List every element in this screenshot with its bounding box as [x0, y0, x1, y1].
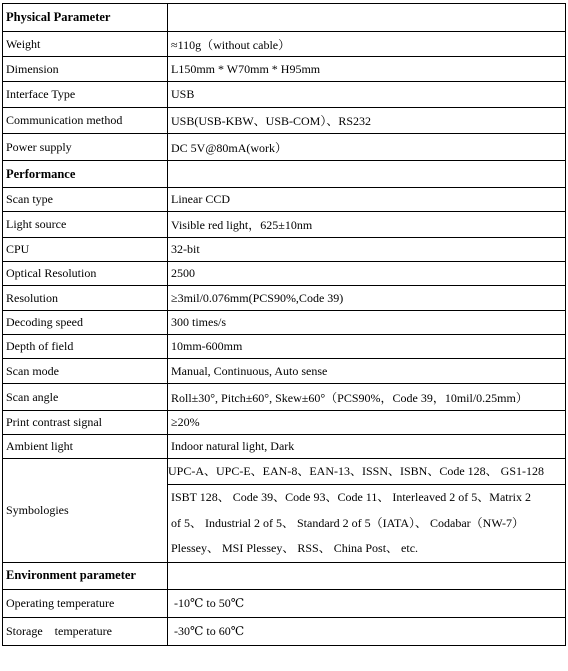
row-value: 10mm-600mm: [168, 335, 566, 359]
table-row: [3, 238, 566, 262]
table-row: [3, 57, 566, 82]
row-value: 32-bit: [168, 238, 566, 262]
row-label: Weight: [3, 32, 168, 57]
section-title: Performance: [3, 161, 168, 188]
symbology-line: of 5、 Industrial 2 of 5、 Standard 2 of 5（IATA）、 Codabar（NW-7）: [171, 515, 524, 530]
section-title: Environment parameter: [3, 562, 168, 589]
row-label: Optical Resolution: [3, 262, 168, 286]
row-label: Communication method: [3, 108, 168, 134]
table-row: [3, 617, 566, 645]
row-value: Manual, Continuous, Auto sense: [168, 359, 566, 384]
empty-cell: [168, 4, 566, 32]
table-row: [3, 311, 566, 335]
section-header-physical: [3, 4, 566, 32]
row-label: Scan type: [3, 188, 168, 212]
row-value: 2500: [168, 262, 566, 286]
row-value: Roll±30°, Pitch±60°, Skew±60°（PCS90%，Code 39，10mil/0.25mm）: [168, 384, 566, 411]
row-value: -10℃ to 50℃: [168, 589, 566, 617]
row-label: Decoding speed: [3, 311, 168, 335]
table-row: [3, 212, 566, 238]
row-label: CPU: [3, 238, 168, 262]
spec-sheet: [2, 3, 565, 646]
row-value: ≥20%: [168, 411, 566, 435]
symbology-line: UPC-A、UPC-E、EAN-8、EAN-13、ISSN、ISBN、Code 128、 GS1-128: [168, 459, 566, 485]
row-label: Power supply: [3, 134, 168, 161]
table-row: [3, 435, 566, 459]
row-label: Light source: [3, 212, 168, 238]
row-value: ≥3mil/0.076mm(PCS90%,Code 39): [168, 286, 566, 311]
row-label: Print contrast signal: [3, 411, 168, 435]
row-value: 300 times/s: [168, 311, 566, 335]
section-header-environment: [3, 562, 566, 589]
section-header-performance: [3, 161, 566, 188]
symbology-line: Plessey、 MSI Plessey、 RSS、 China Post、 etc.: [171, 541, 419, 555]
table-row: [3, 335, 566, 359]
row-label: Ambient light: [3, 435, 168, 459]
row-label: Storage temperature: [3, 617, 168, 645]
symbology-line: ISBT 128、 Code 39、Code 93、Code 11、 Interleaved 2 of 5、Matrix 2: [171, 490, 531, 504]
row-label: Dimension: [3, 57, 168, 82]
row-label: Depth of field: [3, 335, 168, 359]
table-row: [3, 384, 566, 411]
row-value: USB: [168, 82, 566, 108]
table-row: [3, 286, 566, 311]
spec-table: [2, 3, 566, 646]
row-label: Scan mode: [3, 359, 168, 384]
row-value: DC 5V@80mA(work）: [168, 134, 566, 161]
table-row: [3, 134, 566, 161]
table-row: [3, 411, 566, 435]
table-row: [3, 359, 566, 384]
row-value: Visible red light，625±10nm: [168, 212, 566, 238]
table-row: [3, 32, 566, 57]
table-row: [3, 82, 566, 108]
table-row: [3, 188, 566, 212]
table-row: [3, 589, 566, 617]
row-label: Scan angle: [3, 384, 168, 411]
row-value: Indoor natural light, Dark: [168, 435, 566, 459]
empty-cell: [168, 562, 566, 589]
row-value: -30℃ to 60℃: [168, 617, 566, 645]
table-row: [3, 108, 566, 134]
row-value: Linear CCD: [168, 188, 566, 212]
row-label: Symbologies: [3, 459, 168, 563]
row-label: Operating temperature: [3, 589, 168, 617]
row-value: ≈110g（without cable）: [168, 32, 566, 57]
empty-cell: [168, 161, 566, 188]
row-value: L150mm * W70mm * H95mm: [168, 57, 566, 82]
section-title: Physical Parameter: [3, 4, 168, 32]
row-value: [168, 459, 566, 563]
row-label: Resolution: [3, 286, 168, 311]
row-label: Interface Type: [3, 82, 168, 108]
table-row-symbologies: [3, 459, 566, 563]
row-value: USB(USB-KBW、USB-COM）、RS232: [168, 108, 566, 134]
table-row: [3, 262, 566, 286]
